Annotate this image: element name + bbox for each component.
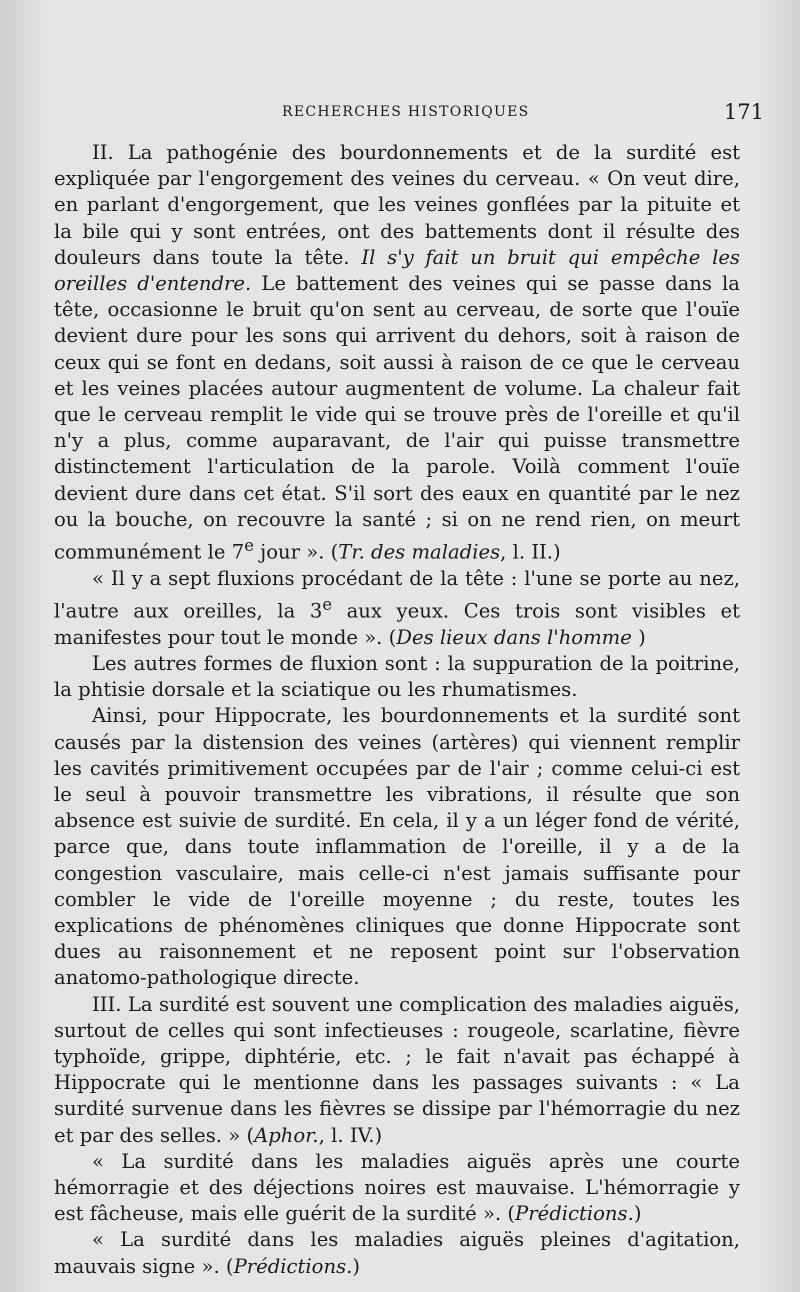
text-run: « La surdité dans les maladies aiguës après une courte hémorragie et des déjections noires est mauvaise. L'hémorragie y est fâcheuse, mais elle guérit de la surdité ». ( (54, 1149, 740, 1226)
text-run: Le battement des veines qui se passe dans la tête, occasionne le bruit qu'on sent au cerveau, de sorte que l'ouïe devient dure pour les sons qui arrivent du dehors, soit à raison de ceux qui se font en dedans, soit aussi à raison de ce que le cerveau et les veines placées autour augmentent de volume. La chaleur fait que le cerveau remplit le vide qui se trouve près de l'oreille et qu'il n'y a plus, comme auparavant, de l'air qui puisse transmettre distinctement l'articulation de la parole. Voilà comment l'ouïe devient dure dans cet état. S'il sort des eaux en quantité par le nez ou la bouche, on recouvre la santé ; si on ne rend rien, on meurt communément le 7 (54, 272, 740, 564)
paragraph-fluxions (54, 566, 740, 651)
citation-title: Prédictions. (515, 1202, 634, 1226)
paragraph-pathogenie (54, 140, 740, 566)
citation-title: Des lieux dans l'homme (396, 625, 632, 649)
body-text (54, 140, 740, 1280)
text-run: III. La surdité est souvent une complication des maladies aiguës, surtout de celles qui sont infectieuses : rougeole, scarlatine, fièvre typhoïde, grippe, diphtérie, etc. ; le fait n'avait pas échappé à Hippocrate qui le mentionne dans les passages suivants : « La surdité survenue dans les fièvres se dissipe par l'hémorragie du nez et par des selles. » ( (54, 992, 740, 1147)
paragraph-ainsi: Ainsi, pour Hippocrate, les bourdonnements et la surdité sont causés par la distension des veines (artères) qui viennent remplir les cavités primitivement occupées par de l'air ; comme celui-ci est le seul à pouvoir transmettre les vibrations, il résulte que son absence est suivie de surdité. En cela, il y a un léger fond de vérité, parce que, dans toute inflammation de l'oreille, il y a de la congestion vasculaire, mais celle-ci n'est jamais suffisante pour combler le vide de l'oreille moyenne ; du reste, toutes les explications de phénomènes cliniques que donne Hippocrate sont dues au raisonnement et ne reposent point sur l'observation anatomo-pathologique directe. (54, 704, 740, 990)
citation-title: Aphor. (254, 1123, 319, 1147)
citation-title: Prédictions. (233, 1254, 353, 1278)
text-run: ) (631, 625, 646, 649)
text-run: , l. II.) (500, 540, 561, 564)
superscript: e (322, 594, 333, 614)
text-run: ) (352, 1254, 361, 1278)
paragraph-hemorragie (54, 1149, 740, 1228)
text-run: II. La pathogénie des bourdonnements et de la surdité est expliquée par l'engorgement des veines du cerveau. « On veut dire, en parlant d'engorgement, que les veines gonflées par la pituite et la bile qui y sont entrées, ont des battements dont il résulte des douleurs dans toute la tête. (54, 141, 740, 269)
citation-title: Tr. des maladies (338, 540, 501, 564)
page-number: 171 (723, 100, 764, 124)
page-header (60, 100, 764, 126)
superscript: e (244, 536, 254, 556)
text-run: ) (633, 1202, 642, 1226)
running-head: RECHERCHES HISTORIQUES (282, 104, 530, 120)
paragraph-surdite-complication (54, 992, 740, 1149)
text-run: aux yeux. Ces trois sont visibles et manifestes pour tout le monde ». ( (54, 599, 741, 649)
italic-quote: Il s'y fait un bruit qui empêche les oreilles d'entendre. (54, 245, 740, 296)
text-run: « La surdité dans les maladies aiguës pleines d'agitation, mauvais signe ». ( (54, 1228, 740, 1278)
paragraph-autres-formes: Les autres formes de fluxion sont : la suppuration de la poitrine, la phtisie dorsale et la sciatique ou les rhumatismes. (54, 651, 740, 702)
text-run: « Il y a sept fluxions procédant de la tête : l'une se porte au nez, l'autre aux oreilles, la 3 (54, 566, 740, 623)
paragraph-agitation (54, 1227, 740, 1279)
text-run: jour ». ( (253, 540, 339, 564)
text-run: , l. IV.) (318, 1123, 383, 1147)
